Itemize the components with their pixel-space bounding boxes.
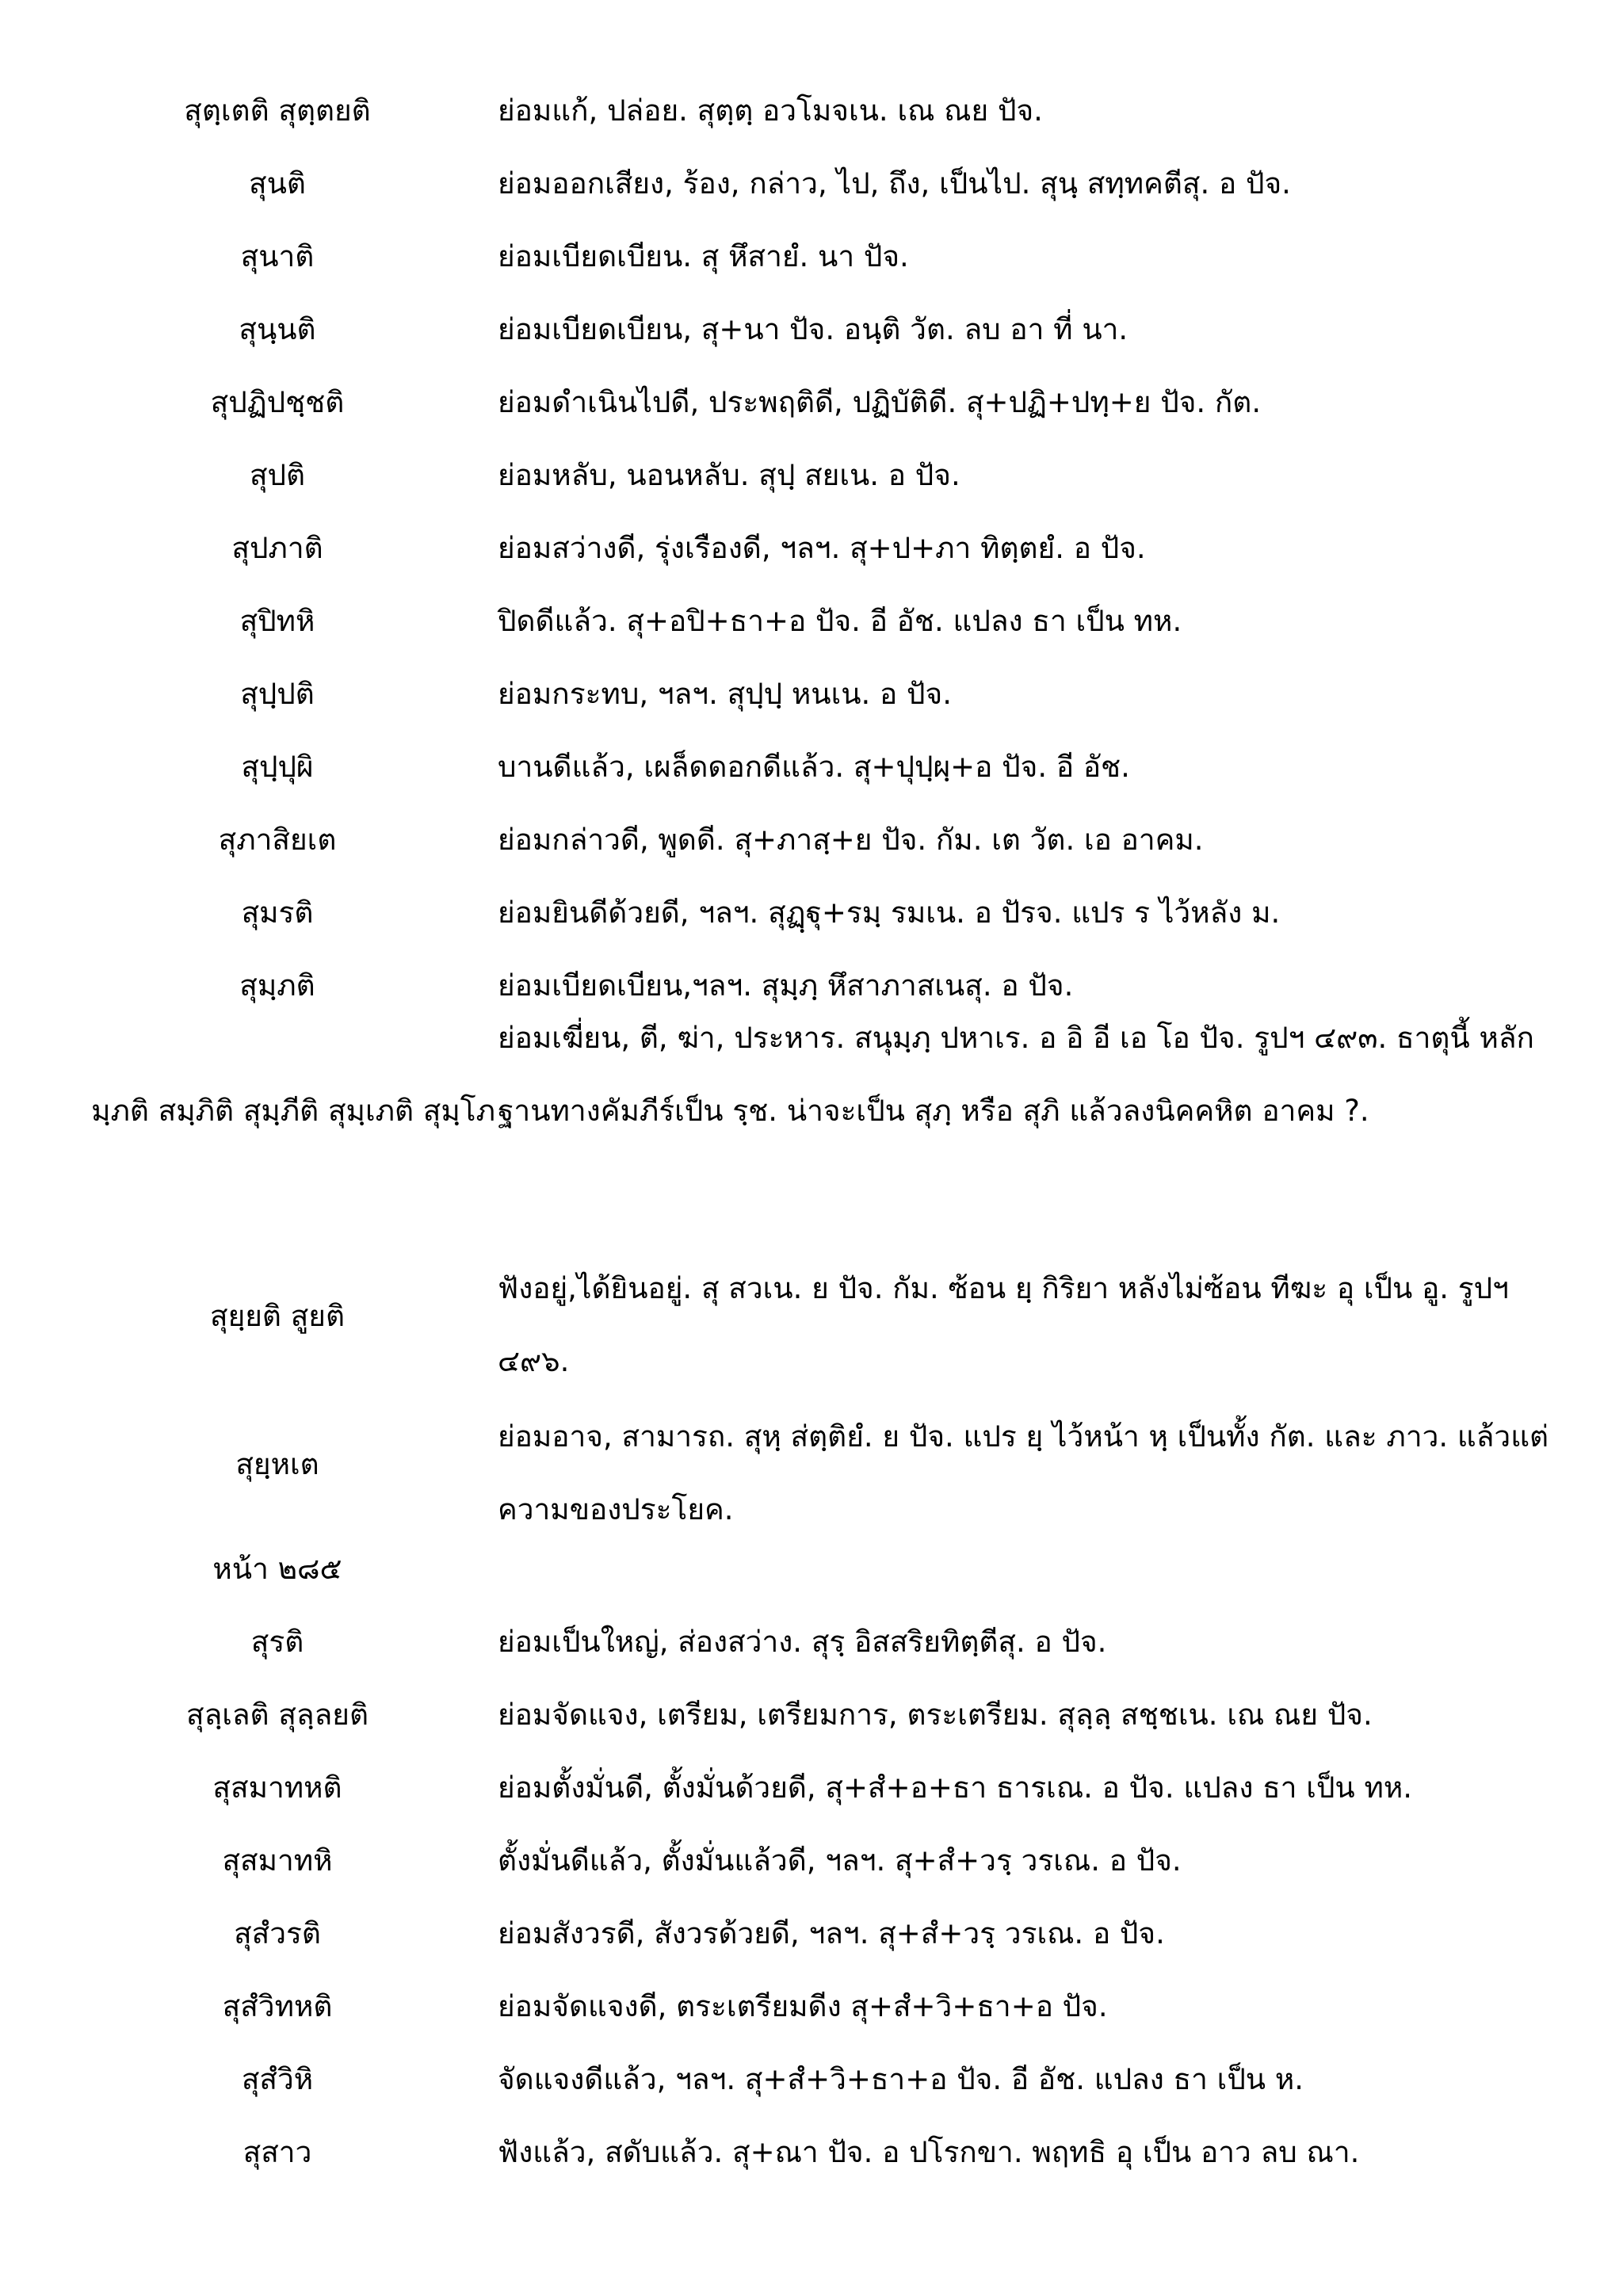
entry-term: สุสํวิหิ xyxy=(241,2062,314,2096)
entry-term: สุปภาติ xyxy=(231,531,323,565)
entry-term: สุนาติ xyxy=(240,239,315,273)
entry-definition: ฟังอยู่,ได้ยินอยู่. สุ สวเน. ย ปัจ. กัม. ซ้อน ยฺ กิริยา หลังไม่ซ้อน ทีฆะ อุ เป็น อู. รูปฯ ๔๙๖. xyxy=(498,1271,1509,1378)
entry-definition: ย่อมเฆี่ยน, ตี, ฆ่า, ประหาร. สนุมฺภฺ ปหาเร. อ อิ อี เอ โอ ปัจ. รูปฯ ๔๙๓. ธาตุนี้ หลักฐานทางคัมภีร์เป็น รฺช. น่าจะเป็น สุภฺ หรือ สุภิ แล้วลงนิคคหิต อาคม ?. xyxy=(498,1021,1534,1128)
entry-term: สุลฺเลติ สุลฺลยติ xyxy=(185,1698,369,1732)
entry-definition: ย่อมกล่าวดี, พูดดี. สุ+ภาสฺ+ย ปัจ. กัม. เต วัต. เอ อาคม. xyxy=(498,823,1204,857)
page-number-marker: หน้า ๒๘๕ xyxy=(212,1552,342,1586)
entry-definition: ย่อมแก้, ปล่อย. สุตฺตฺ อวโมจเน. เณ ณย ปัจ. xyxy=(498,94,1043,128)
entry-definition: ย่อมกระทบ, ฯลฯ. สุปฺปฺ หนเน. อ ปัจ. xyxy=(498,677,952,711)
entry-definition: ย่อมดำเนินไปดี, ประพฤติดี, ปฏิบัติดี. สุ+ปฏิ+ปทฺ+ย ปัจ. กัต. xyxy=(498,385,1262,419)
entry-term: สุสมาทหิ xyxy=(222,1843,333,1878)
entry-term: สุสมาทหติ xyxy=(212,1771,342,1805)
entry-definition: ปิดดีแล้ว. สุ+อปิ+ธา+อ ปัจ. อี อัช. แปลง ธา เป็น ทห. xyxy=(498,604,1182,638)
entry-definition: ย่อมหลับ, นอนหลับ. สุปฺ สยเน. อ ปัจ. xyxy=(498,458,960,492)
entry-term: สุปฏิปชฺชติ xyxy=(210,385,345,419)
entry-definition: ย่อมจัดแจง, เตรียม, เตรียมการ, ตระเตรียม. สุลฺลฺ สชฺชเน. เณ ณย ปัจ. xyxy=(498,1698,1373,1732)
entry-term: สุตฺเตติ สุตฺตยติ xyxy=(184,94,371,128)
entry-term: สุมฺภติ xyxy=(239,968,315,1003)
entry-definition: ย่อมสังวรดี, สังวรด้วยดี, ฯลฯ. สุ+สํ+วรฺ วรเณ. อ ปัจ. xyxy=(498,1916,1165,1950)
entry-definition: ย่อมเบียดเบียน, สุ+นา ปัจ. อนฺติ วัต. ลบ อา ที่ นา. xyxy=(498,312,1128,346)
entry-term: สุสํวิทหติ xyxy=(222,1989,333,2023)
entry-definition: ตั้งมั่นดีแล้ว, ตั้งมั่นแล้วดี, ฯลฯ. สุ+สํ+วรฺ วรเณ. อ ปัจ. xyxy=(498,1843,1182,1878)
entry-term: สุสํวรติ xyxy=(234,1916,321,1950)
entry-term: สุนฺนติ xyxy=(239,312,316,346)
entry-term: สุสาว xyxy=(242,2135,312,2169)
entry-definition: บานดีแล้ว, เผล็ดดอกดีแล้ว. สุ+ปุปฺผฺ+อ ปัจ. อี อัช. xyxy=(498,750,1130,784)
entry-term: สุภาสิยเต xyxy=(218,823,337,857)
entry-definition: ย่อมยินดีด้วยดี, ฯลฯ. สุฏฺฐุ+รมฺ รมเน. อ ปัรจ. แปร ร ไว้หลัง ม. xyxy=(498,896,1281,930)
entry-definition: ย่อมสว่างดี, รุ่งเรืองดี, ฯลฯ. สุ+ป+ภา ทิตฺตยํ. อ ปัจ. xyxy=(498,531,1146,565)
entry-term: สุปติ xyxy=(249,458,306,492)
entry-definition: ย่อมเบียดเบียน,ฯลฯ. สุมฺภฺ หึสาภาสเนสุ. อ ปัจ. xyxy=(498,968,1074,1003)
entry-term: สุปฺปติ xyxy=(240,677,315,711)
entry-term: สุมรติ xyxy=(241,896,314,930)
entry-definition: จัดแจงดีแล้ว, ฯลฯ. สุ+สํ+วิ+ธา+อ ปัจ. อี อัช. แปลง ธา เป็น ห. xyxy=(498,2062,1304,2096)
entry-term: สุยฺหเต xyxy=(235,1447,319,1481)
entry-definition: ย่อมเบียดเบียน. สุ หึสายํ. นา ปัจ. xyxy=(498,239,909,273)
entry-term: สุยฺยติ สูยติ xyxy=(209,1299,346,1333)
entry-term: มฺภติ สมฺภิติ สุมฺภีติ สุมฺเภติ สุมฺโภ xyxy=(91,1094,495,1128)
entry-term: สุรติ xyxy=(250,1625,304,1659)
entry-term: สุปิทหิ xyxy=(239,604,315,638)
entry-definition: ย่อมอาจ, สามารถ. สุหฺ ส่ตฺติยํ. ย ปัจ. แปร ยฺ ไว้หน้า หฺ เป็นทั้ง กัต. และ ภาว. แล้วแต่ความของประโยค. xyxy=(498,1419,1549,1526)
entry-definition: ย่อมจัดแจงดี, ตระเตรียมดีง สุ+สํ+วิ+ธา+อ ปัจ. xyxy=(498,1989,1108,2023)
entry-definition: ย่อมเป็นใหญ่, ส่องสว่าง. สุรฺ อิสสริยทิตฺตีสุ. อ ปัจ. xyxy=(498,1625,1107,1659)
entry-term: สุนติ xyxy=(249,166,306,201)
entry-definition: ย่อมตั้งมั่นดี, ตั้งมั่นด้วยดี, สุ+สํ+อ+ธา ธารเณ. อ ปัจ. แปลง ธา เป็น ทห. xyxy=(498,1771,1413,1805)
entry-definition: ฟังแล้ว, สดับแล้ว. สุ+ณา ปัจ. อ ปโรกขา. พฤทธิ อุ เป็น อาว ลบ ณา. xyxy=(498,2135,1360,2169)
entry-definition: ย่อมออกเสียง, ร้อง, กล่าว, ไป, ถึง, เป็นไป. สุนฺ สทฺทคตีสุ. อ ปัจ. xyxy=(498,166,1291,201)
entry-term: สุปฺปุผิ xyxy=(241,750,314,784)
